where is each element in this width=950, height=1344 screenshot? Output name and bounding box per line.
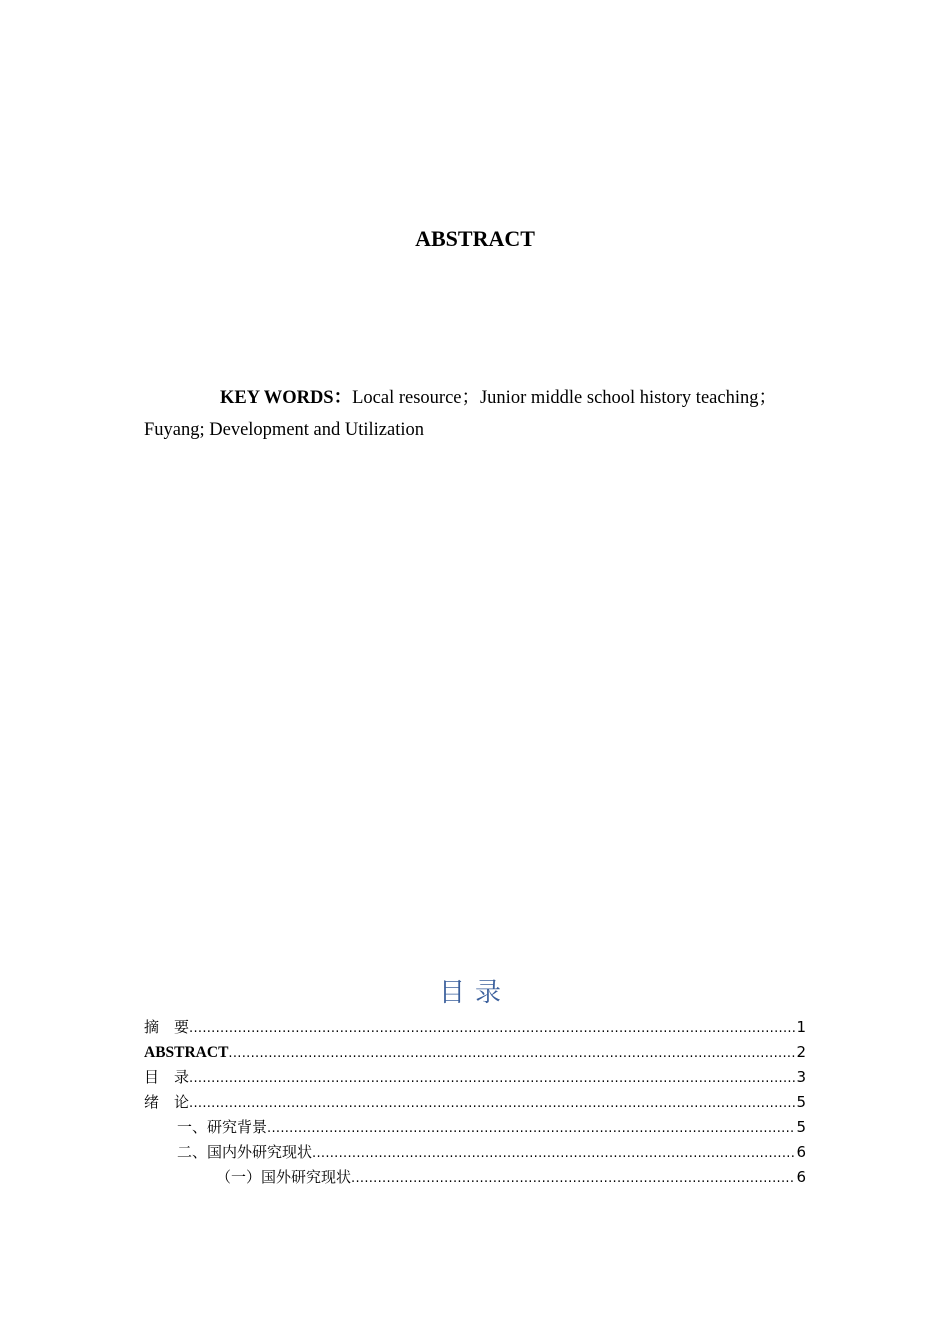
toc-entry-page: 2: [796, 1043, 806, 1061]
toc-leader-dots: [189, 1091, 795, 1115]
toc-leader-dots: [189, 1066, 795, 1090]
toc-entry-abstract-cn[interactable]: [144, 1015, 806, 1040]
toc-entry-label: 二、国内外研究现状: [177, 1143, 313, 1161]
toc-leader-dots: [189, 1016, 795, 1040]
toc-entry-label: 摘 要: [144, 1018, 190, 1036]
table-of-contents: [144, 1015, 806, 1190]
keywords-line-1-text: Local resource；Junior middle school history teaching；: [352, 388, 777, 408]
toc-entry-label: 目 录: [144, 1068, 190, 1086]
toc-entry-page: 6: [796, 1168, 806, 1186]
toc-entry-label: 绪 论: [144, 1093, 190, 1111]
keywords-label: KEY WORDS：: [220, 388, 353, 408]
toc-leader-dots: [267, 1116, 795, 1140]
abstract-heading: ABSTRACT: [415, 226, 535, 251]
toc-entry-page: 3: [796, 1068, 806, 1086]
toc-entry-contents[interactable]: [144, 1065, 806, 1090]
toc-entry-research-status[interactable]: [144, 1140, 806, 1165]
keywords-paragraph: [144, 382, 806, 446]
toc-entry-page: 1: [796, 1018, 806, 1036]
toc-entry-page: 5: [796, 1118, 806, 1136]
toc-entry-abstract-en[interactable]: [144, 1040, 806, 1065]
toc-heading: 目录: [438, 978, 511, 1008]
toc-leader-dots: [228, 1041, 795, 1065]
keywords-line-1: [144, 382, 806, 414]
toc-entry-foreign-research[interactable]: [144, 1165, 806, 1190]
toc-entry-page: 6: [796, 1143, 806, 1161]
toc-entry-page: 5: [796, 1093, 806, 1111]
keywords-line-1-left: [144, 382, 777, 414]
toc-entry-introduction[interactable]: [144, 1090, 806, 1115]
toc-entry-research-background[interactable]: [144, 1115, 806, 1140]
toc-entry-label: 一、研究背景: [177, 1118, 268, 1136]
toc-leader-dots: [312, 1141, 795, 1165]
toc-leader-dots: [351, 1166, 795, 1190]
toc-entry-label: ABSTRACT: [144, 1044, 229, 1061]
keywords-line-2: Fuyang; Development and Utilization: [144, 420, 425, 440]
toc-entry-label: （一）国外研究现状: [216, 1168, 352, 1186]
